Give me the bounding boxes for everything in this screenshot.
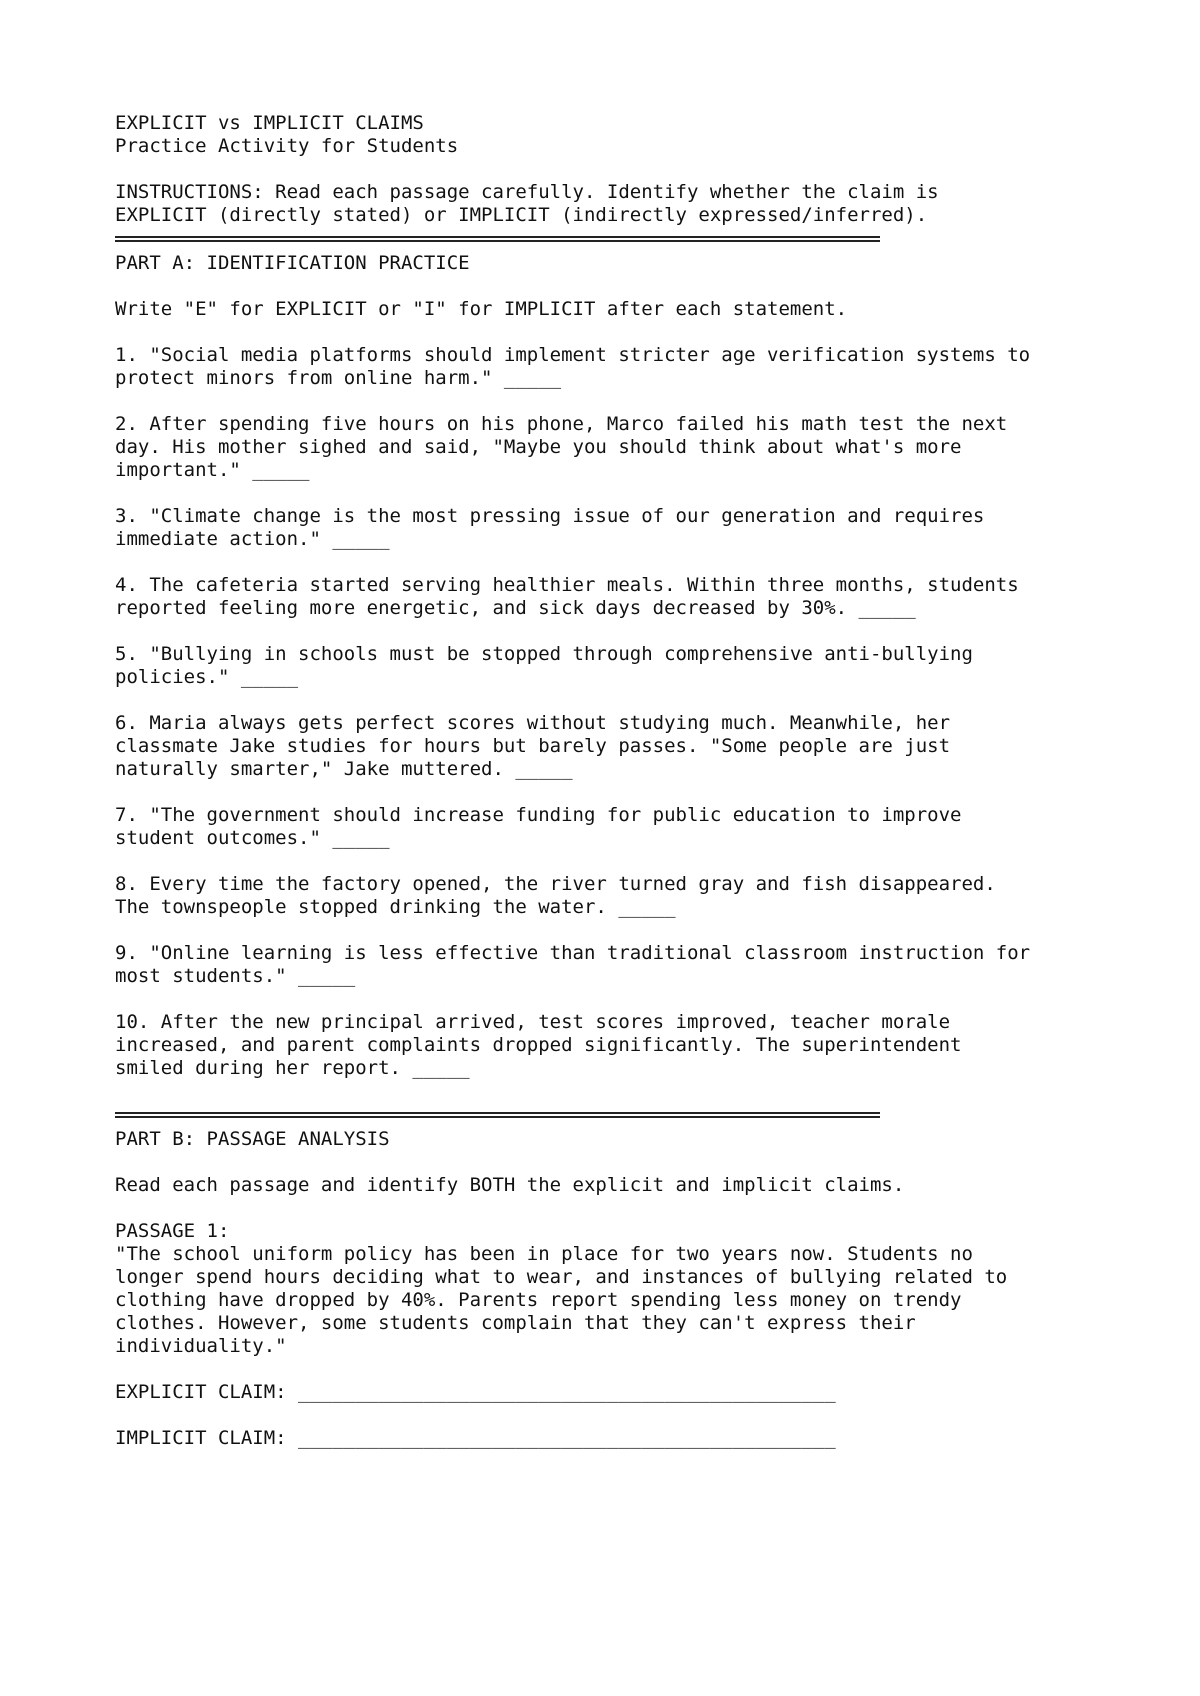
- statement-item: [115, 1011, 1115, 1080]
- statement-item: [115, 643, 1115, 689]
- statement-line: important." _____: [115, 459, 310, 481]
- part-b-heading: PART B: PASSAGE ANALYSIS: [115, 1128, 390, 1150]
- statement-item: [115, 712, 1115, 781]
- explicit-claim-field[interactable]: EXPLICIT CLAIM: _______________________________________________: [115, 1381, 836, 1403]
- section-divider: [115, 236, 880, 242]
- statement-line: The townspeople stopped drinking the water. _____: [115, 896, 676, 918]
- statement-item: [115, 873, 1115, 919]
- worksheet-page: [115, 112, 1115, 1450]
- section-divider: [115, 1112, 880, 1118]
- statement-line: 8. Every time the factory opened, the river turned gray and fish disappeared.: [115, 873, 996, 895]
- passage-label: PASSAGE 1:: [115, 1220, 230, 1242]
- statement-line: 6. Maria always gets perfect scores without studying much. Meanwhile, her: [115, 712, 951, 734]
- passage-line: longer spend hours deciding what to wear, and instances of bullying related to: [115, 1266, 1008, 1288]
- passage-line: clothes. However, some students complain that they can't express their: [115, 1312, 916, 1334]
- statement-line: 9. "Online learning is less effective than traditional classroom instruction for: [115, 942, 1031, 964]
- statement-item: [115, 942, 1115, 988]
- statement-line: most students." _____: [115, 965, 356, 987]
- statement-line: 1. "Social media platforms should implement stricter age verification systems to: [115, 344, 1031, 366]
- statement-line: reported feeling more energetic, and sick days decreased by 30%. _____: [115, 597, 916, 619]
- passage-line: clothing have dropped by 40%. Parents report spending less money on trendy: [115, 1289, 962, 1311]
- statement-line: 4. The cafeteria started serving healthier meals. Within three months, students: [115, 574, 1019, 596]
- statement-line: immediate action." _____: [115, 528, 390, 550]
- statement-item: [115, 344, 1115, 390]
- statement-line: classmate Jake studies for hours but barely passes. "Some people are just: [115, 735, 951, 757]
- statement-item: [115, 505, 1115, 551]
- document-subtitle: Practice Activity for Students: [115, 135, 459, 157]
- instructions: [115, 181, 1115, 227]
- statement-line: protect minors from online harm." _____: [115, 367, 562, 389]
- statement-line: policies." _____: [115, 666, 299, 688]
- statement-line: student outcomes." _____: [115, 827, 390, 849]
- instructions-line: EXPLICIT (directly stated) or IMPLICIT (indirectly expressed/inferred).: [115, 204, 928, 226]
- instructions-line: INSTRUCTIONS: Read each passage carefully. Identify whether the claim is: [115, 181, 939, 203]
- statement-line: smiled during her report. _____: [115, 1057, 470, 1079]
- statement-line: 7. "The government should increase funding for public education to improve: [115, 804, 962, 826]
- statement-line: 5. "Bullying in schools must be stopped through comprehensive anti-bullying: [115, 643, 973, 665]
- part-a-items: [115, 344, 1115, 1080]
- implicit-claim-field[interactable]: IMPLICIT CLAIM: _______________________________________________: [115, 1427, 836, 1449]
- statement-line: 3. "Climate change is the most pressing issue of our generation and requires: [115, 505, 985, 527]
- part-a-direction: Write "E" for EXPLICIT or "I" for IMPLICIT after each statement.: [115, 298, 848, 320]
- part-b-direction: Read each passage and identify BOTH the explicit and implicit claims.: [115, 1174, 905, 1196]
- passage-line: "The school uniform policy has been in place for two years now. Students no: [115, 1243, 973, 1265]
- document-title: EXPLICIT vs IMPLICIT CLAIMS: [115, 112, 424, 134]
- statement-line: increased, and parent complaints dropped significantly. The superintendent: [115, 1034, 962, 1056]
- part-a-heading: PART A: IDENTIFICATION PRACTICE: [115, 252, 470, 274]
- statement-line: 2. After spending five hours on his phone, Marco failed his math test the next: [115, 413, 1008, 435]
- passage-text: [115, 1243, 1115, 1358]
- statement-item: [115, 804, 1115, 850]
- statement-line: day. His mother sighed and said, "Maybe you should think about what's more: [115, 436, 962, 458]
- statement-item: [115, 413, 1115, 482]
- passage-line: individuality.": [115, 1335, 287, 1357]
- statement-line: naturally smarter," Jake muttered. _____: [115, 758, 573, 780]
- statement-item: [115, 574, 1115, 620]
- statement-line: 10. After the new principal arrived, test scores improved, teacher morale: [115, 1011, 951, 1033]
